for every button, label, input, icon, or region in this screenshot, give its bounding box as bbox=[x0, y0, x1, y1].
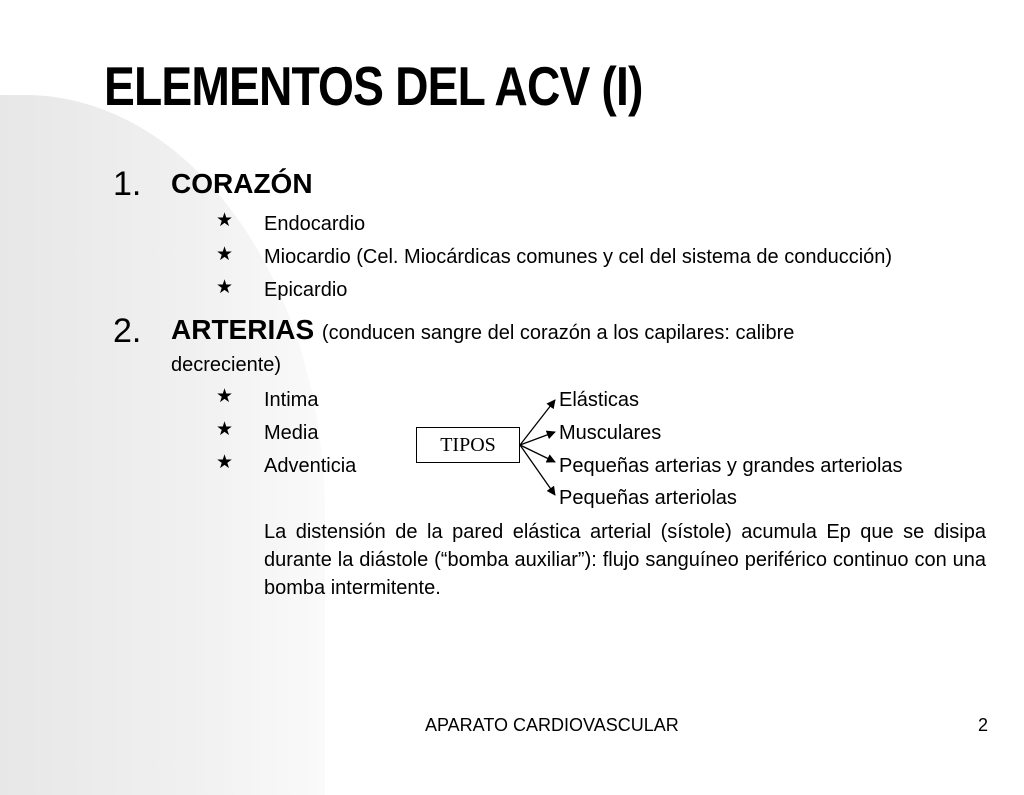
artery-type-item: Pequeñas arteriolas bbox=[559, 487, 737, 509]
list-item: Endocardio bbox=[264, 213, 366, 235]
star-icon: ★ bbox=[216, 386, 234, 407]
list-item: Adventicia bbox=[264, 455, 357, 477]
section-2-heading-note: (conducen sangre del corazón a los capilares: calibre bbox=[321, 322, 795, 344]
footer-text: APARATO CARDIOVASCULAR bbox=[425, 715, 679, 735]
list-item: Miocardio (Cel. Miocárdicas comunes y cel del sistema de conducción) bbox=[264, 246, 893, 268]
star-icon: ★ bbox=[216, 277, 234, 298]
artery-type-item: Elásticas bbox=[559, 389, 640, 411]
page-number: 2 bbox=[978, 715, 989, 735]
slide-title: ELEMENTOS DEL ACV (I) bbox=[104, 55, 643, 117]
tipos-box: TIPOS bbox=[416, 427, 520, 463]
star-icon: ★ bbox=[216, 452, 234, 473]
section-1-number: 1. bbox=[113, 165, 142, 203]
section-2-heading-note-continued: decreciente) bbox=[171, 354, 282, 376]
artery-type-item: Musculares bbox=[559, 422, 662, 444]
artery-type-item: Pequeñas arterias y grandes arteriolas bbox=[559, 455, 903, 477]
arrow-to-pequenas-arteriolas bbox=[520, 445, 555, 495]
star-icon: ★ bbox=[216, 419, 234, 440]
explanation-paragraph: La distensión de la pared elástica arterial (sístole) acumula Ep que se disipa durante la diástole (“bomba auxiliar”): flujo sanguíneo periférico continuo con una bomba intermitente. bbox=[264, 521, 986, 599]
list-item: Intima bbox=[264, 389, 319, 411]
star-icon: ★ bbox=[216, 210, 234, 231]
section-1-heading: CORAZÓN bbox=[171, 168, 313, 199]
section-2-heading-text: ARTERIAS bbox=[171, 314, 315, 345]
star-icon: ★ bbox=[216, 244, 234, 265]
list-item: Epicardio bbox=[264, 279, 348, 301]
section-2-number: 2. bbox=[113, 312, 142, 350]
list-item: Media bbox=[264, 422, 319, 444]
